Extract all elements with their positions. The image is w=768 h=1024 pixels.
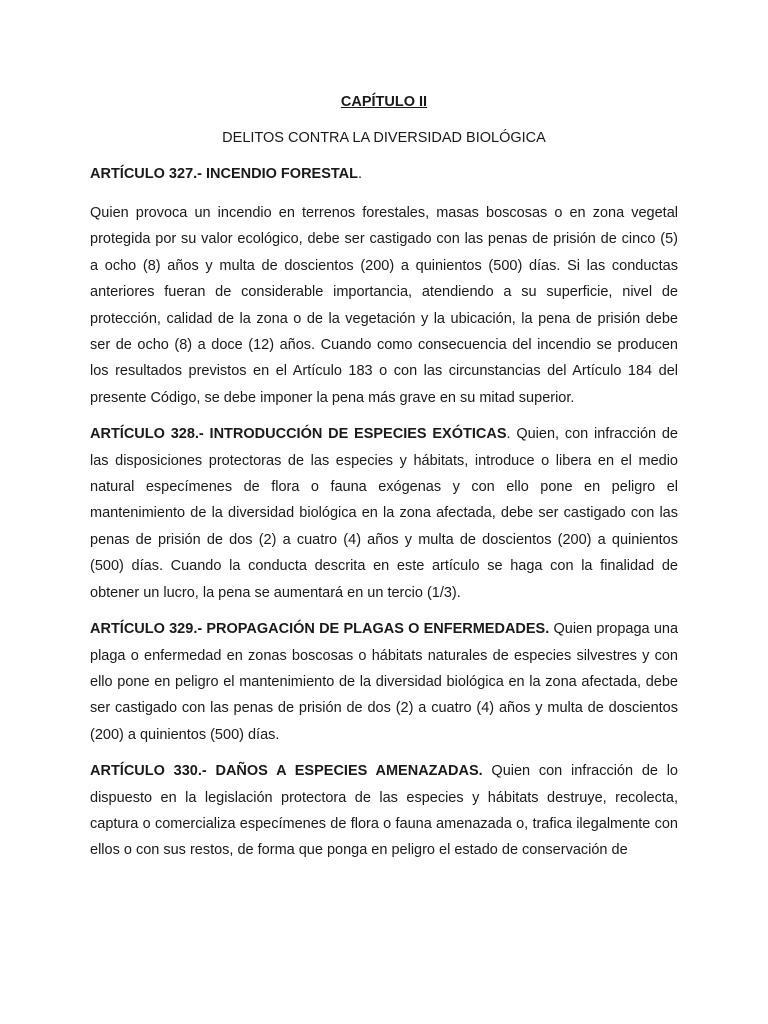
article-329-title: ARTÍCULO 329.- PROPAGACIÓN DE PLAGAS O ENFERMEDADES. bbox=[90, 621, 550, 638]
article-330 bbox=[90, 758, 678, 864]
article-328-body: . Quien, con infracción de las disposiciones protectoras de las especies y hábitats, introduce o libera en el medio natural especímenes de flora o fauna exógenas y con ello pone en peligro el mantenimiento de la diversidad biológica en la zona afectada, debe ser castigado con las penas de prisión de dos (2) a cuatro (4) años y multa de doscientos (200) a quinientos (500) días. Cuando la conducta descrita en este artículo se haga con la finalidad de obtener un lucro, la pena se aumentará en un tercio (1/3). bbox=[90, 426, 678, 601]
section-title: DELITOS CONTRA LA DIVERSIDAD BIOLÓGICA bbox=[222, 130, 546, 146]
article-329 bbox=[90, 616, 678, 748]
article-330-title: ARTÍCULO 330.- DAÑOS A ESPECIES AMENAZADAS. bbox=[90, 763, 483, 780]
article-330-body: Quien con infracción de lo dispuesto en la legislación protectora de las especies y hábitats destruye, recolecta, captura o comercializa especímenes de flora o fauna amenazada o, trafica ilegalmente con ellos o con sus restos, de forma que ponga en peligro el estado de conservación de bbox=[90, 763, 678, 859]
article-327-body: Quien provoca un incendio en terrenos forestales, masas boscosas o en zona vegetal protegida por su valor ecológico, debe ser castigado con las penas de prisión de cinco (5) a ocho (8) años y multa de doscientos (200) a quinientos (500) días. Si las conductas anteriores fueran de considerable importancia, atendiendo a su superficie, nivel de protección, calidad de la zona o de la vegetación y la ubicación, la pena de prisión debe ser de ocho (8) a doce (12) años. Cuando como consecuencia del incendio se producen los resultados previstos en el Artículo 183 o con las circunstancias del Artículo 184 del presente Código, se debe imponer la pena más grave en su mitad superior. bbox=[90, 205, 678, 406]
chapter-title: CAPÍTULO II bbox=[340, 94, 428, 110]
article-327-heading bbox=[90, 164, 678, 184]
document-page bbox=[90, 92, 678, 874]
article-327-title-suffix: . bbox=[358, 166, 363, 182]
article-327-title: ARTÍCULO 327.- INCENDIO FORESTAL bbox=[90, 166, 358, 182]
article-329-body: Quien propaga una plaga o enfermedad en zonas boscosas o hábitats naturales de especies silvestres y con ello pone en peligro el mantenimiento de la diversidad biológica en la zona afectada, debe ser castigado con las penas de prisión de dos (2) a cuatro (4) años y multa de doscientos (200) a quinientos (500) días. bbox=[90, 621, 679, 743]
article-328 bbox=[90, 421, 678, 606]
article-328-title: ARTÍCULO 328.- INTRODUCCIÓN DE ESPECIES EXÓTICAS bbox=[90, 426, 507, 443]
